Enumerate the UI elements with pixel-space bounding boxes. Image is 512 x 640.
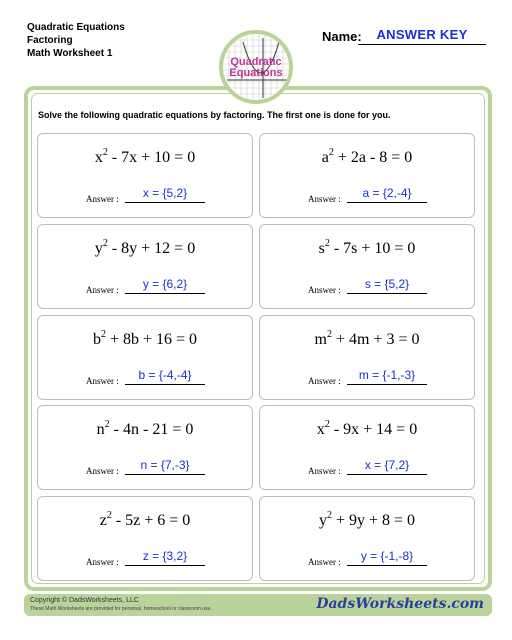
equation-exponent: 2 [102,238,108,249]
problem-card [37,224,253,309]
instructions: Solve the following quadratic equations by factoring. The first one is done for you. [38,110,391,120]
equation [38,421,252,439]
name-underline [358,44,486,45]
equation [38,331,252,349]
answer-value: s = {5,2} [364,277,410,291]
answer-value: b = {-4,-4} [138,368,192,382]
equation-variable: b [92,331,101,348]
problem-card [259,133,475,218]
equation-rest: - 7s + 10 = 0 [329,240,416,257]
equation [260,421,474,439]
usage-note: These Math Worksheets are provided for personal, homeschool or classroom use. [30,606,212,612]
name-label: Name: [322,29,362,44]
copyright: Copyright © DadsWorksheets, LLC [30,597,139,604]
answer-label: Answer : [86,376,119,386]
equation-exponent: 2 [104,419,110,430]
answer-underline [125,474,205,475]
equation-rest: + 8b + 16 = 0 [105,331,198,348]
answer-underline [347,565,427,566]
equation-variable: m [314,331,327,348]
equation [260,240,474,258]
equation [260,331,474,349]
equation [38,240,252,258]
problem-card [37,496,253,581]
answer-value: x = {5,2} [142,186,188,200]
answer-underline [347,384,427,385]
equation-exponent: 2 [106,510,112,521]
answer-value: n = {7,-3} [140,458,190,472]
problem-card [259,405,475,490]
problem-card [37,133,253,218]
answer-underline [347,293,427,294]
equation-variable: s [318,240,325,257]
equation-exponent: 2 [326,510,332,521]
worksheet-header [27,21,125,60]
answer-value: y = {-1,-8} [360,549,414,563]
answer-value: z = {3,2} [142,549,188,563]
equation [38,149,252,167]
equation-exponent: 2 [324,238,330,249]
answer-label: Answer : [86,194,119,204]
equation-rest: - 5z + 6 = 0 [111,512,191,529]
equation-variable: a [321,149,329,166]
answer-value: y = {6,2} [142,277,188,291]
equation-rest: - 8y + 12 = 0 [107,240,196,257]
quadratic-logo [219,30,293,104]
problem-card [259,224,475,309]
worksheet-title: Quadratic Equations [27,22,125,33]
brand-logo: DadsWorksheets.com [316,596,484,612]
problem-card [259,315,475,400]
answer-label: Answer : [308,194,341,204]
answer-underline [125,384,205,385]
name-field [322,28,492,48]
equation-variable: x [316,421,325,438]
equation-rest: + 9y + 8 = 0 [331,512,416,529]
logo-line-1: Quadratic [230,56,282,68]
logo-line-2: Equations [229,67,283,79]
logo-text [223,57,289,79]
equation-exponent: 2 [326,329,332,340]
answer-label: Answer : [86,285,119,295]
footer [24,594,492,616]
equation-variable: x [94,149,103,166]
worksheet-number: Math Worksheet 1 [27,48,113,59]
answer-label: Answer : [308,285,341,295]
worksheet-subtitle: Factoring [27,35,73,46]
answer-label: Answer : [308,466,341,476]
equation-variable: y [94,240,103,257]
answer-underline [347,202,427,203]
equation-exponent: 2 [100,329,106,340]
answer-label: Answer : [308,557,341,567]
answer-underline [125,565,205,566]
equation-rest: - 7x + 10 = 0 [107,149,196,166]
answer-label: Answer : [86,466,119,476]
answer-underline [125,293,205,294]
problem-card [37,405,253,490]
answer-underline [125,202,205,203]
answer-underline [347,474,427,475]
answer-value: a = {2,-4} [362,186,412,200]
equation-rest: - 9x + 14 = 0 [329,421,418,438]
equation [260,512,474,530]
problem-grid [37,133,479,586]
equation-exponent: 2 [324,419,330,430]
name-value: ANSWER KEY [376,27,468,42]
equation-exponent: 2 [328,147,334,158]
equation-rest: - 4n - 21 = 0 [109,421,194,438]
answer-value: m = {-1,-3} [358,368,416,382]
equation-variable: z [99,512,107,529]
equation-rest: + 2a - 8 = 0 [333,149,413,166]
equation-rest: + 4m + 3 = 0 [331,331,420,348]
answer-value: x = {7,2} [364,458,410,472]
equation-variable: y [318,512,327,529]
problem-card [37,315,253,400]
answer-label: Answer : [86,557,119,567]
equation [260,149,474,167]
equation-exponent: 2 [102,147,108,158]
problem-card [259,496,475,581]
equation [38,512,252,530]
equation-variable: n [96,421,105,438]
answer-label: Answer : [308,376,341,386]
